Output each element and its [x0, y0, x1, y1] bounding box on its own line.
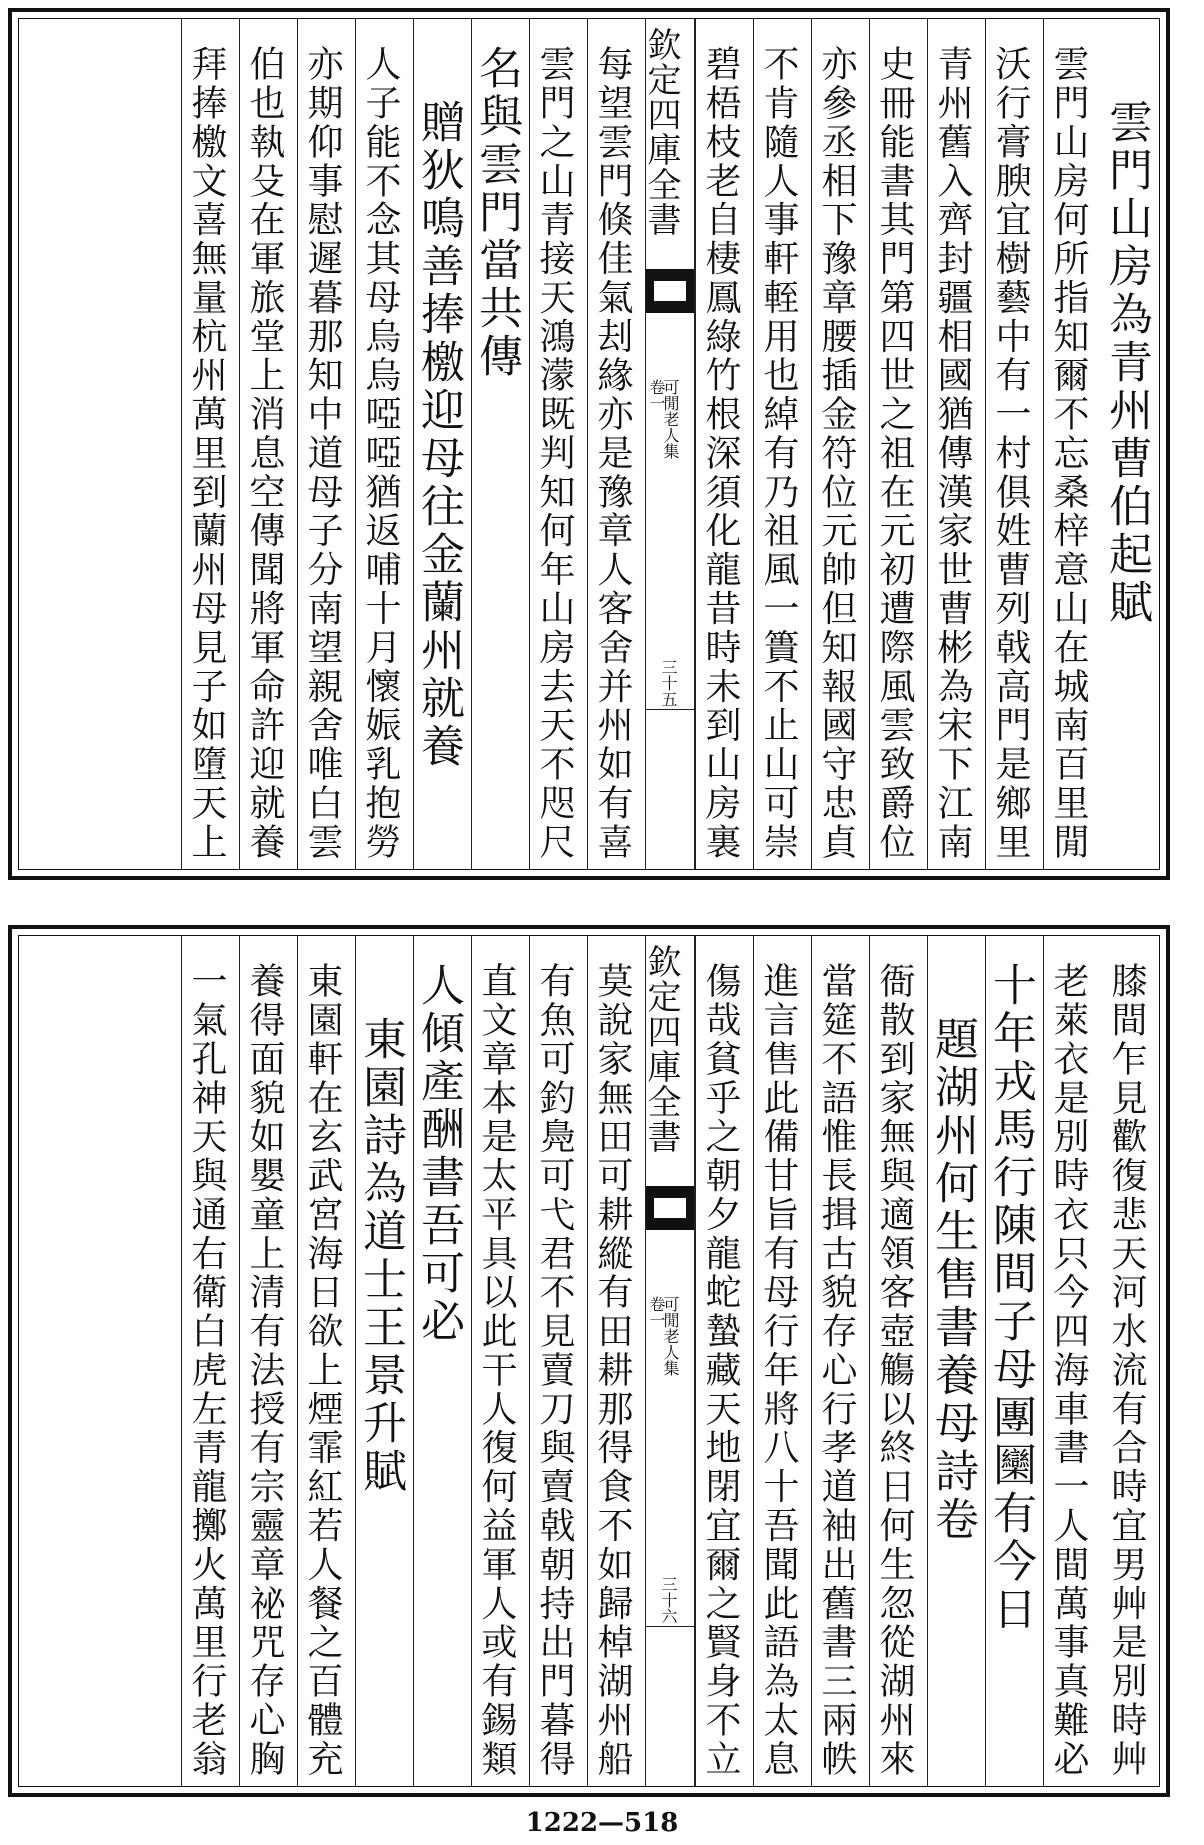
text-column [869, 936, 927, 1786]
top-page [8, 8, 1170, 880]
text-line: 亦參丞相下豫章腰插金符位元帥但知報國守忠貞 [816, 45, 857, 862]
text-column [355, 19, 413, 869]
text-column [239, 936, 297, 1786]
text-column [869, 19, 927, 869]
text-line: 沃行膏腴宜樹藝中有一村俱姓曹列戟高門是鄉里 [990, 45, 1031, 862]
bottom-page-frame [18, 935, 1160, 1787]
text-line: 養得面貌如嬰童上清有法授有宗靈章祕咒存心胸 [244, 962, 285, 1779]
band-rule [646, 1626, 694, 1627]
text-line: 老萊衣是別時衣只今四海車書一人間萬事真難必 [1048, 962, 1089, 1779]
collection-name: 可閒老人集 [661, 379, 680, 459]
text-line: 不肯隨人事軒輊用也綽有乃祖風一簣不止山可崇 [758, 45, 799, 862]
text-column [1043, 19, 1101, 869]
text-column [811, 19, 869, 869]
fish-tail-mark [646, 269, 694, 313]
text-line: 東園軒在玄武宮海日欲上煙霏紅若人餐之百體充 [302, 962, 343, 1779]
book-title: 欽定四庫全書 [641, 27, 681, 237]
text-line: 青州舊入齊封疆相國猶傳漢家世曹彬為宋下江南 [932, 45, 973, 862]
center-band [641, 19, 695, 869]
text-column [529, 19, 587, 869]
text-column [471, 19, 529, 869]
text-column [811, 936, 869, 1786]
page-number: 三十五 [659, 659, 678, 707]
text-column [297, 19, 355, 869]
fish-tail-mark [646, 1186, 694, 1230]
text-column [695, 936, 753, 1786]
text-column [695, 19, 753, 869]
text-column [297, 936, 355, 1786]
collection-name: 可閒老人集 [661, 1296, 680, 1376]
top-page-frame [18, 18, 1160, 870]
text-line: 十年戎馬行陳間子母團圞有今日 [985, 962, 1036, 1634]
poem-title: 東園詩為道士王景升賦 [355, 1016, 406, 1496]
text-line: 史冊能書其門第四世之祖在元初遭際風雲致爵位 [874, 45, 915, 862]
text-column [587, 936, 645, 1786]
poem-title: 題湖州何生售書養母詩卷 [927, 1016, 978, 1544]
text-line: 膝間乍見歡復悲天河水流有合時宜男艸是別時艸 [1106, 962, 1147, 1779]
text-column [927, 936, 985, 1786]
bottom-page [8, 925, 1170, 1797]
text-line: 碧梧枝老自棲鳳綠竹根深須化龍昔時未到山房裏 [700, 45, 741, 862]
center-band [641, 936, 695, 1786]
text-column [471, 936, 529, 1786]
text-column [355, 936, 413, 1786]
page-footer-number: 1222—518 [525, 1808, 679, 1838]
text-line: 伯也執殳在軍旅堂上消息空傳聞將軍命許迎就養 [244, 45, 285, 862]
text-line: 一氣孔神天與通右衛白虎左青龍擲火萬里行老翁 [186, 962, 227, 1779]
text-line: 雲門山房何所指知爾不忘桑梓意山在城南百里閒 [1048, 45, 1089, 862]
text-column [1101, 936, 1159, 1786]
text-line: 有魚可釣鳧可弋君不見賣刀與賣戟朝持出門暮得 [534, 962, 575, 1779]
text-column [985, 936, 1043, 1786]
text-line: 衙散到家無與適領客壺觴以終日何生忽從湖州來 [874, 962, 915, 1779]
text-column [413, 936, 471, 1786]
text-column [753, 936, 811, 1786]
text-line: 人傾產酬書吾可必 [413, 962, 464, 1346]
text-line: 當筵不語惟長揖古貌存心行孝道袖出舊書三兩帙 [816, 962, 857, 1779]
text-column [529, 936, 587, 1786]
text-column [587, 19, 645, 869]
text-column [181, 19, 239, 869]
juan-number: 卷一 [647, 379, 666, 411]
text-line: 直文章本是太平具以此干人復何益軍人或有錫類 [476, 962, 517, 1779]
text-line: 進言售此備甘旨有母行年將八十吾聞此語為太息 [758, 962, 799, 1779]
text-line: 亦期仰事慰遲暮那知中道母子分南望親舍唯白雲 [302, 45, 343, 862]
text-column [985, 19, 1043, 869]
book-title: 欽定四庫全書 [641, 944, 681, 1154]
text-line: 拜捧檄文喜無量杭州萬里到蘭州母見子如墮天上 [186, 45, 227, 862]
text-column [181, 936, 239, 1786]
page-number: 三十六 [659, 1576, 678, 1624]
text-column [753, 19, 811, 869]
text-column [1101, 19, 1159, 869]
text-column [413, 19, 471, 869]
text-line: 每望雲門倏佳氣刦緣亦是豫章人客舍并州如有喜 [592, 45, 633, 862]
poem-title: 贈狄鳴善捧檄迎母往金蘭州就養 [413, 99, 464, 771]
text-line: 莫說家無田可耕縱有田耕那得食不如歸棹湖州船 [592, 962, 633, 1779]
poem-title: 雲門山房為青州曹伯起賦 [1101, 99, 1152, 627]
text-line: 人子能不念其母烏烏啞啞猶返哺十月懷娠乳抱勞 [360, 45, 401, 862]
juan-number: 卷一 [647, 1296, 666, 1328]
text-column [239, 19, 297, 869]
band-rule [646, 709, 694, 710]
text-line: 傷哉貧乎之朝夕龍蛇蟄藏天地閉宜爾之賢身不立 [700, 962, 741, 1779]
text-line: 名與雲門當共傳 [471, 45, 522, 381]
text-column [927, 19, 985, 869]
text-column [1043, 936, 1101, 1786]
text-line: 雲門之山青接天鴻濛既判知何年山房去天不咫尺 [534, 45, 575, 862]
